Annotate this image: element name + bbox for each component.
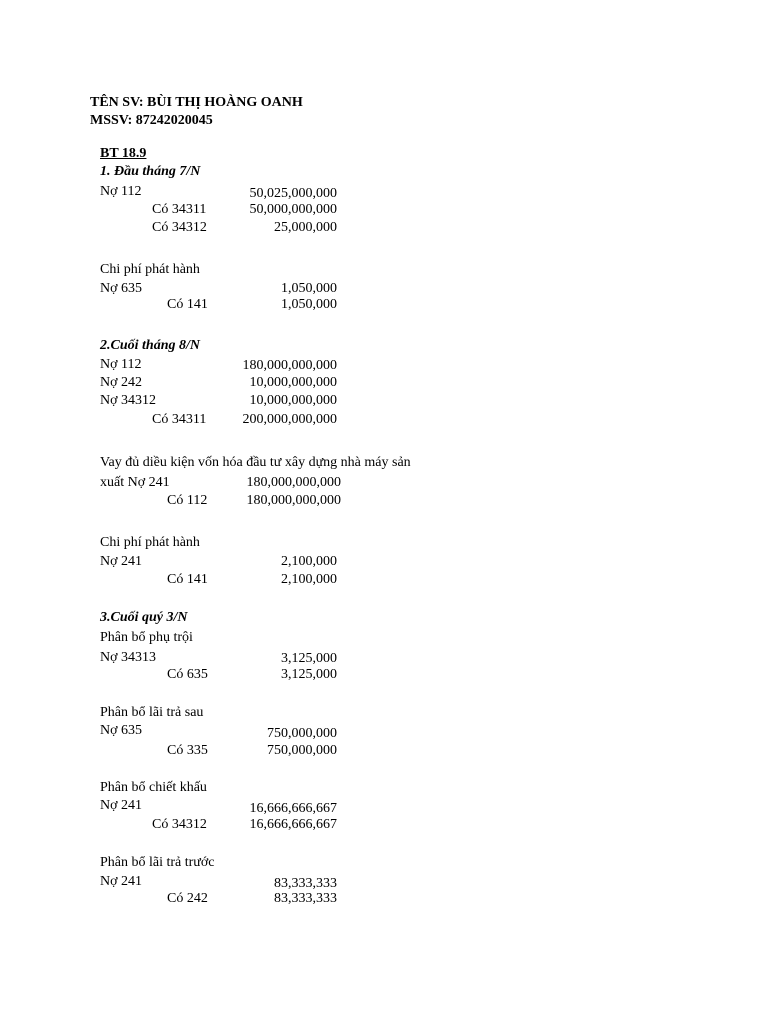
allocation-title: Phân bổ lãi trả trước <box>100 855 215 870</box>
issuance-cost-title: Chi phí phát hành <box>100 535 200 550</box>
entry-credit-amount: 1,050,000 <box>281 297 337 312</box>
entry-credit-amount: 50,000,000,000 <box>249 202 337 217</box>
entry-debit-amount: 180,000,000,000 <box>242 358 337 373</box>
entry-debit-amount: 750,000,000 <box>267 726 337 741</box>
entry-credit-amount: 2,100,000 <box>281 572 337 587</box>
entry-debit-amount: 10,000,000,000 <box>249 375 337 390</box>
entry-debit-label: Nợ 112 <box>100 357 142 372</box>
exercise-title: BT 18.9 <box>100 146 147 161</box>
entry-debit-amount: 1,050,000 <box>281 281 337 296</box>
entry-credit-amount: 180,000,000,000 <box>246 493 341 508</box>
entry-credit-label: Có 242 <box>167 891 208 906</box>
entry-debit-amount: 2,100,000 <box>281 554 337 569</box>
entry-debit-amount: 16,666,666,667 <box>249 801 337 816</box>
entry-debit-amount: 50,025,000,000 <box>249 186 337 201</box>
entry-credit-label: Có 34311 <box>152 412 207 427</box>
entry-debit-amount: 83,333,333 <box>274 876 337 891</box>
entry-debit-label: Nợ 635 <box>100 281 143 296</box>
entry-credit-amount: 16,666,666,667 <box>249 817 337 832</box>
entry-credit-label: Có 141 <box>167 572 208 587</box>
allocation-title: Phân bổ lãi trả sau <box>100 705 204 720</box>
entry-credit-label: Có 635 <box>167 667 208 682</box>
entry-debit-amount: 10,000,000,000 <box>249 393 337 408</box>
entry-debit-label: Nợ 242 <box>100 375 143 390</box>
entry-credit-amount: 750,000,000 <box>267 743 337 758</box>
section-2-heading: 2.Cuối tháng 8/N <box>100 338 200 353</box>
section-3-heading: 3.Cuối quý 3/N <box>100 610 188 625</box>
entry-debit-label: Nợ 241 <box>100 554 143 569</box>
entry-credit-amount: 83,333,333 <box>274 891 337 906</box>
entry-credit-label: Có 335 <box>167 743 208 758</box>
allocation-title: Phân bổ chiết khấu <box>100 780 207 795</box>
entry-credit-label: Có 34311 <box>152 202 207 217</box>
entry-debit-label: Nợ 241 <box>100 874 143 889</box>
entry-credit-label: Có 34312 <box>152 817 207 832</box>
student-id: MSSV: 87242020045 <box>90 113 213 128</box>
capitalization-note-cont: xuất Nợ 241 <box>100 475 170 490</box>
entry-debit-label: Nợ 241 <box>100 798 143 813</box>
entry-debit-label: Nợ 34312 <box>100 393 157 408</box>
entry-credit-amount: 3,125,000 <box>281 667 337 682</box>
section-1-heading: 1. Đầu tháng 7/N <box>100 164 201 179</box>
entry-debit-label: Nợ 635 <box>100 723 143 738</box>
entry-credit-amount: 200,000,000,000 <box>242 412 337 427</box>
entry-debit-amount: 3,125,000 <box>281 651 337 666</box>
student-name: TÊN SV: BÙI THỊ HOÀNG OANH <box>90 95 303 110</box>
entry-credit-label: Có 34312 <box>152 220 207 235</box>
entry-credit-label: Có 112 <box>167 493 208 508</box>
issuance-cost-title: Chi phí phát hành <box>100 262 200 277</box>
entry-credit-label: Có 141 <box>167 297 208 312</box>
entry-debit-amount: 180,000,000,000 <box>246 475 341 490</box>
entry-debit-label: Nợ 112 <box>100 184 142 199</box>
entry-credit-amount: 25,000,000 <box>274 220 337 235</box>
capitalization-note: Vay đủ diều kiện vốn hóa đầu tư xây dựng nhà máy sản <box>100 455 411 470</box>
allocation-title: Phân bổ phụ trội <box>100 630 193 645</box>
entry-debit-label: Nợ 34313 <box>100 650 157 665</box>
